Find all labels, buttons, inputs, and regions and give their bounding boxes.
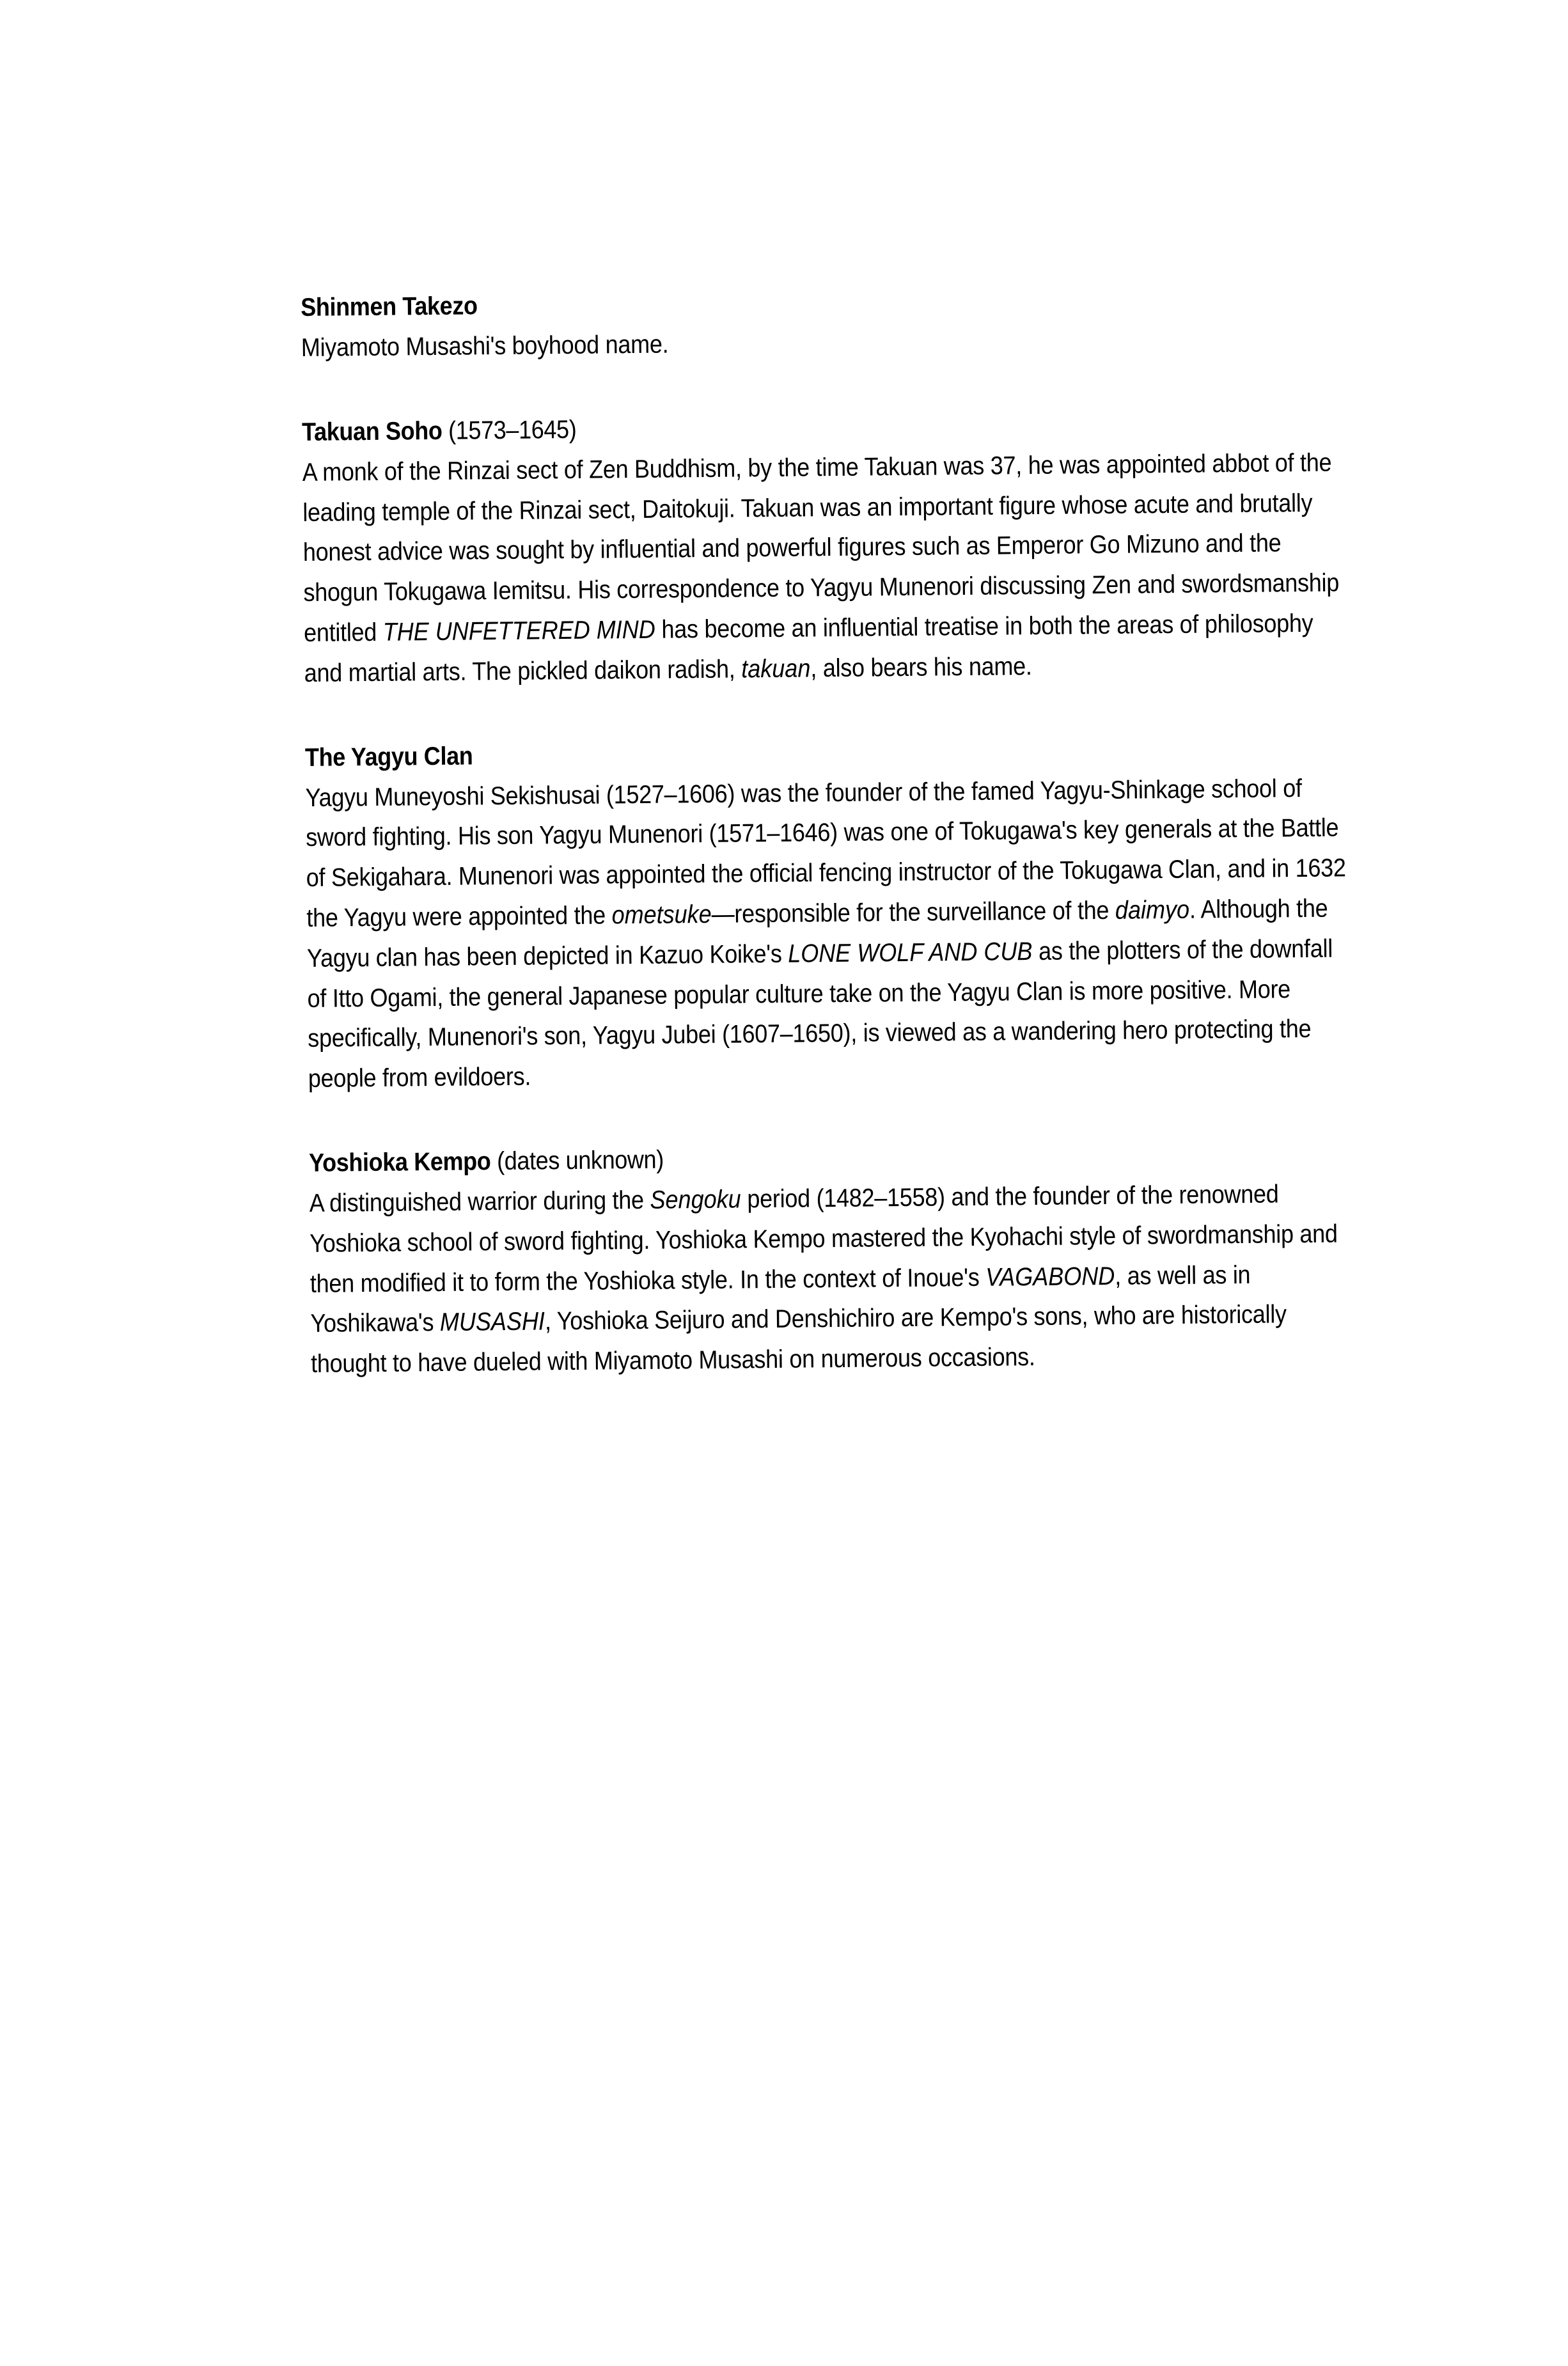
italic-title-or-term: Sengoku <box>650 1185 741 1214</box>
entry-body <box>301 318 1349 368</box>
body-text-run: Miyamoto Musashi's boyhood name. <box>301 330 669 362</box>
entry-heading-dates: (dates unknown) <box>496 1145 664 1176</box>
entry-body <box>309 1173 1358 1384</box>
glossary-entry <box>305 731 1357 1099</box>
body-text-run: A monk of the Rinzai sect of Zen Buddhism, by the time Takuan was 37, he was appointed abbot of the leading temple of the Rinzai sect, Daitokuji. Takuan was an important figure whose acute and brutally honest advice was sought by influential and powerful figures such as Emperor Go Mizuno and the shogun Tokugawa Iemitsu. His correspondence to Yagyu Munenori discussing Zen and swordsmanship entitled <box>302 448 1340 647</box>
entry-heading-term: Takuan Soho <box>301 416 443 446</box>
italic-title-or-term: VAGABOND <box>985 1262 1115 1292</box>
italic-title-or-term: MUSASHI <box>439 1307 545 1337</box>
entry-heading <box>309 1138 1253 1180</box>
italic-title-or-term: THE UNFETTERED MIND <box>382 615 655 646</box>
entry-heading-term: Shinmen Takezo <box>301 292 478 322</box>
italic-title-or-term: takuan <box>741 654 811 684</box>
body-text-run: , Yoshioka Seijuro and Denshichiro are Kempo's sons, who are historically thought to have dueled with Miyamoto Musashi on numerous occasions. <box>310 1300 1287 1379</box>
entry-heading <box>302 407 1246 449</box>
entry-heading-dates: (1573–1645) <box>448 415 577 445</box>
body-text-run: , also bears his name. <box>810 652 1032 683</box>
body-text-run: Yagyu Muneyoshi Sekishusai (1527–1606) was the founder of the famed Yagyu-Shinkage school of sword fighting. His son Yagyu Munenori (1571–1646) was one of Tokugawa's key generals at the Battle of Sekigahara. Munenori was appointed the official fencing instructor of the Tokugawa Clan, and in 1632 the Yagyu were appointed the <box>305 774 1346 932</box>
body-text-run: has become an influential treatise in both the areas of philosophy and martial arts. The pickled daikon radish, <box>304 609 1313 687</box>
body-text-run: —responsible for the surveillance of the <box>711 896 1116 928</box>
italic-title-or-term: daimyo <box>1115 895 1190 925</box>
body-text-run: period (1482–1558) and the founder of the renowned Yoshioka school of sword fighting. Yoshioka Kempo mastered the Kyohachi style of swordmanship and then modified it to form the Yoshioka style. In the context of Inoue's <box>310 1180 1338 1298</box>
body-text-run: . Although the Yagyu clan has been depicted in Kazuo Koike's <box>306 894 1328 973</box>
entry-body <box>302 443 1352 693</box>
glossary-entry <box>301 281 1350 368</box>
italic-title-or-term: LONE WOLF AND CUB <box>788 937 1033 968</box>
entry-heading <box>301 282 1244 324</box>
entry-heading <box>305 732 1249 774</box>
body-text-run: , as well as in Yoshikawa's <box>310 1260 1251 1338</box>
entry-heading-term: The Yagyu Clan <box>304 742 473 772</box>
body-text-run: A distinguished warrior during the <box>309 1186 650 1218</box>
entry-body <box>305 768 1356 1099</box>
body-text-run: as the plotters of the downfall of Itto Ogami, the general Japanese popular culture take on the Yagyu Clan is more positive. More specifically, Munenori's son, Yagyu Jubei (1607–1650), is viewed as a wandering hero protecting the people from evildoers. <box>307 934 1333 1093</box>
glossary-entry <box>302 405 1353 694</box>
glossary-entry <box>309 1136 1360 1384</box>
glossary-entries-container <box>301 281 1360 1384</box>
italic-title-or-term: ometsuke <box>611 900 712 930</box>
entry-heading-term: Yoshioka Kempo <box>308 1147 491 1177</box>
